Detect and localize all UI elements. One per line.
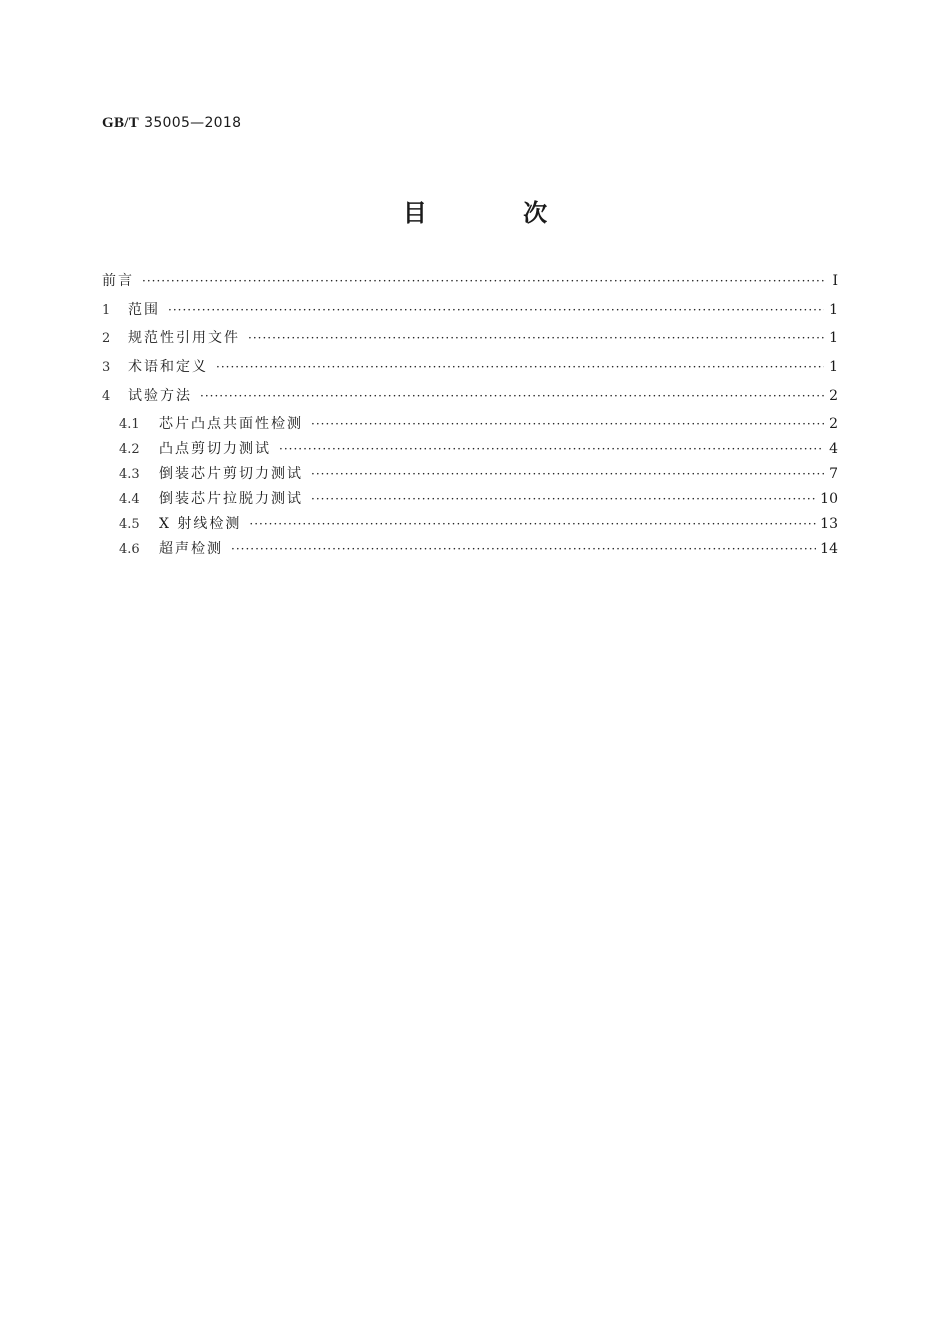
toc-entry-number: 4.4 [119, 492, 140, 508]
toc-entry-4-6[interactable] [102, 538, 838, 563]
toc-leader-dots [249, 517, 816, 531]
toc-entry-4-1[interactable] [102, 413, 838, 438]
toc-entry-2[interactable] [102, 327, 838, 356]
toc-entry-text: 凸点剪切力测试 [159, 441, 271, 458]
toc-entry-page: 4 [829, 441, 838, 458]
toc-entry-number: 4.1 [119, 417, 140, 433]
toc-entry-foreword[interactable] [102, 270, 838, 299]
toc-entry-3[interactable] [102, 356, 838, 385]
toc-entry-text: 范围 [128, 301, 160, 318]
table-of-contents [102, 270, 838, 563]
toc-entry-page: 2 [829, 416, 838, 433]
toc-entry-page: Ⅰ [832, 273, 838, 289]
toc-entry-page: 1 [829, 330, 838, 347]
toc-entry-text: X 射线检测 [159, 516, 242, 533]
toc-leader-dots [231, 542, 816, 556]
toc-leader-dots [311, 492, 816, 506]
standard-code-number: 35005—2018 [144, 115, 242, 131]
toc-entry-number: 4.2 [119, 442, 140, 458]
toc-entry-text: 倒装芯片剪切力测试 [159, 466, 303, 483]
toc-entry-number: 4.5 [119, 517, 140, 533]
toc-entry-text: 术语和定义 [128, 359, 208, 376]
toc-leader-dots [279, 442, 824, 456]
toc-entry-text: 试验方法 [128, 387, 192, 404]
toc-entry-4-3[interactable] [102, 463, 838, 488]
toc-entry-number: 3 [102, 360, 111, 376]
toc-entry-page: 13 [820, 516, 838, 533]
toc-entry-number: 1 [102, 302, 111, 318]
toc-entry-4-5[interactable] [102, 513, 838, 538]
toc-entry-text: 规范性引用文件 [128, 330, 240, 347]
toc-leader-dots [200, 389, 824, 403]
toc-leader-dots [311, 467, 824, 481]
toc-entry-text: 芯片凸点共面性检测 [159, 416, 303, 433]
toc-entry-text: 前言 [102, 273, 134, 289]
toc-entry-number: 4 [102, 388, 111, 404]
toc-entry-page: 7 [829, 466, 838, 483]
toc-entry-page: 1 [829, 359, 838, 376]
toc-entry-text: 倒装芯片拉脱力测试 [159, 491, 303, 508]
toc-leader-dots [311, 417, 824, 431]
standard-code-prefix: GB/T [102, 115, 140, 131]
toc-entry-page: 14 [820, 541, 838, 558]
toc-entry-4-4[interactable] [102, 488, 838, 513]
toc-entry-1[interactable] [102, 299, 838, 328]
toc-leader-dots [216, 360, 824, 374]
toc-entry-4[interactable] [102, 385, 838, 414]
standard-code [102, 113, 241, 132]
toc-entry-4-2[interactable] [102, 438, 838, 463]
toc-entry-page: 1 [829, 301, 838, 318]
toc-entry-text: 超声检测 [159, 541, 223, 558]
toc-entry-number: 4.6 [119, 542, 140, 558]
toc-entry-number: 2 [102, 331, 111, 347]
toc-entry-number: 4.3 [119, 467, 140, 483]
toc-leader-dots [248, 331, 824, 345]
toc-leader-dots [142, 274, 824, 288]
page-title: 目 次 [402, 199, 592, 227]
toc-entry-page: 10 [820, 491, 838, 508]
toc-entry-page: 2 [829, 387, 838, 404]
toc-leader-dots [168, 303, 824, 317]
